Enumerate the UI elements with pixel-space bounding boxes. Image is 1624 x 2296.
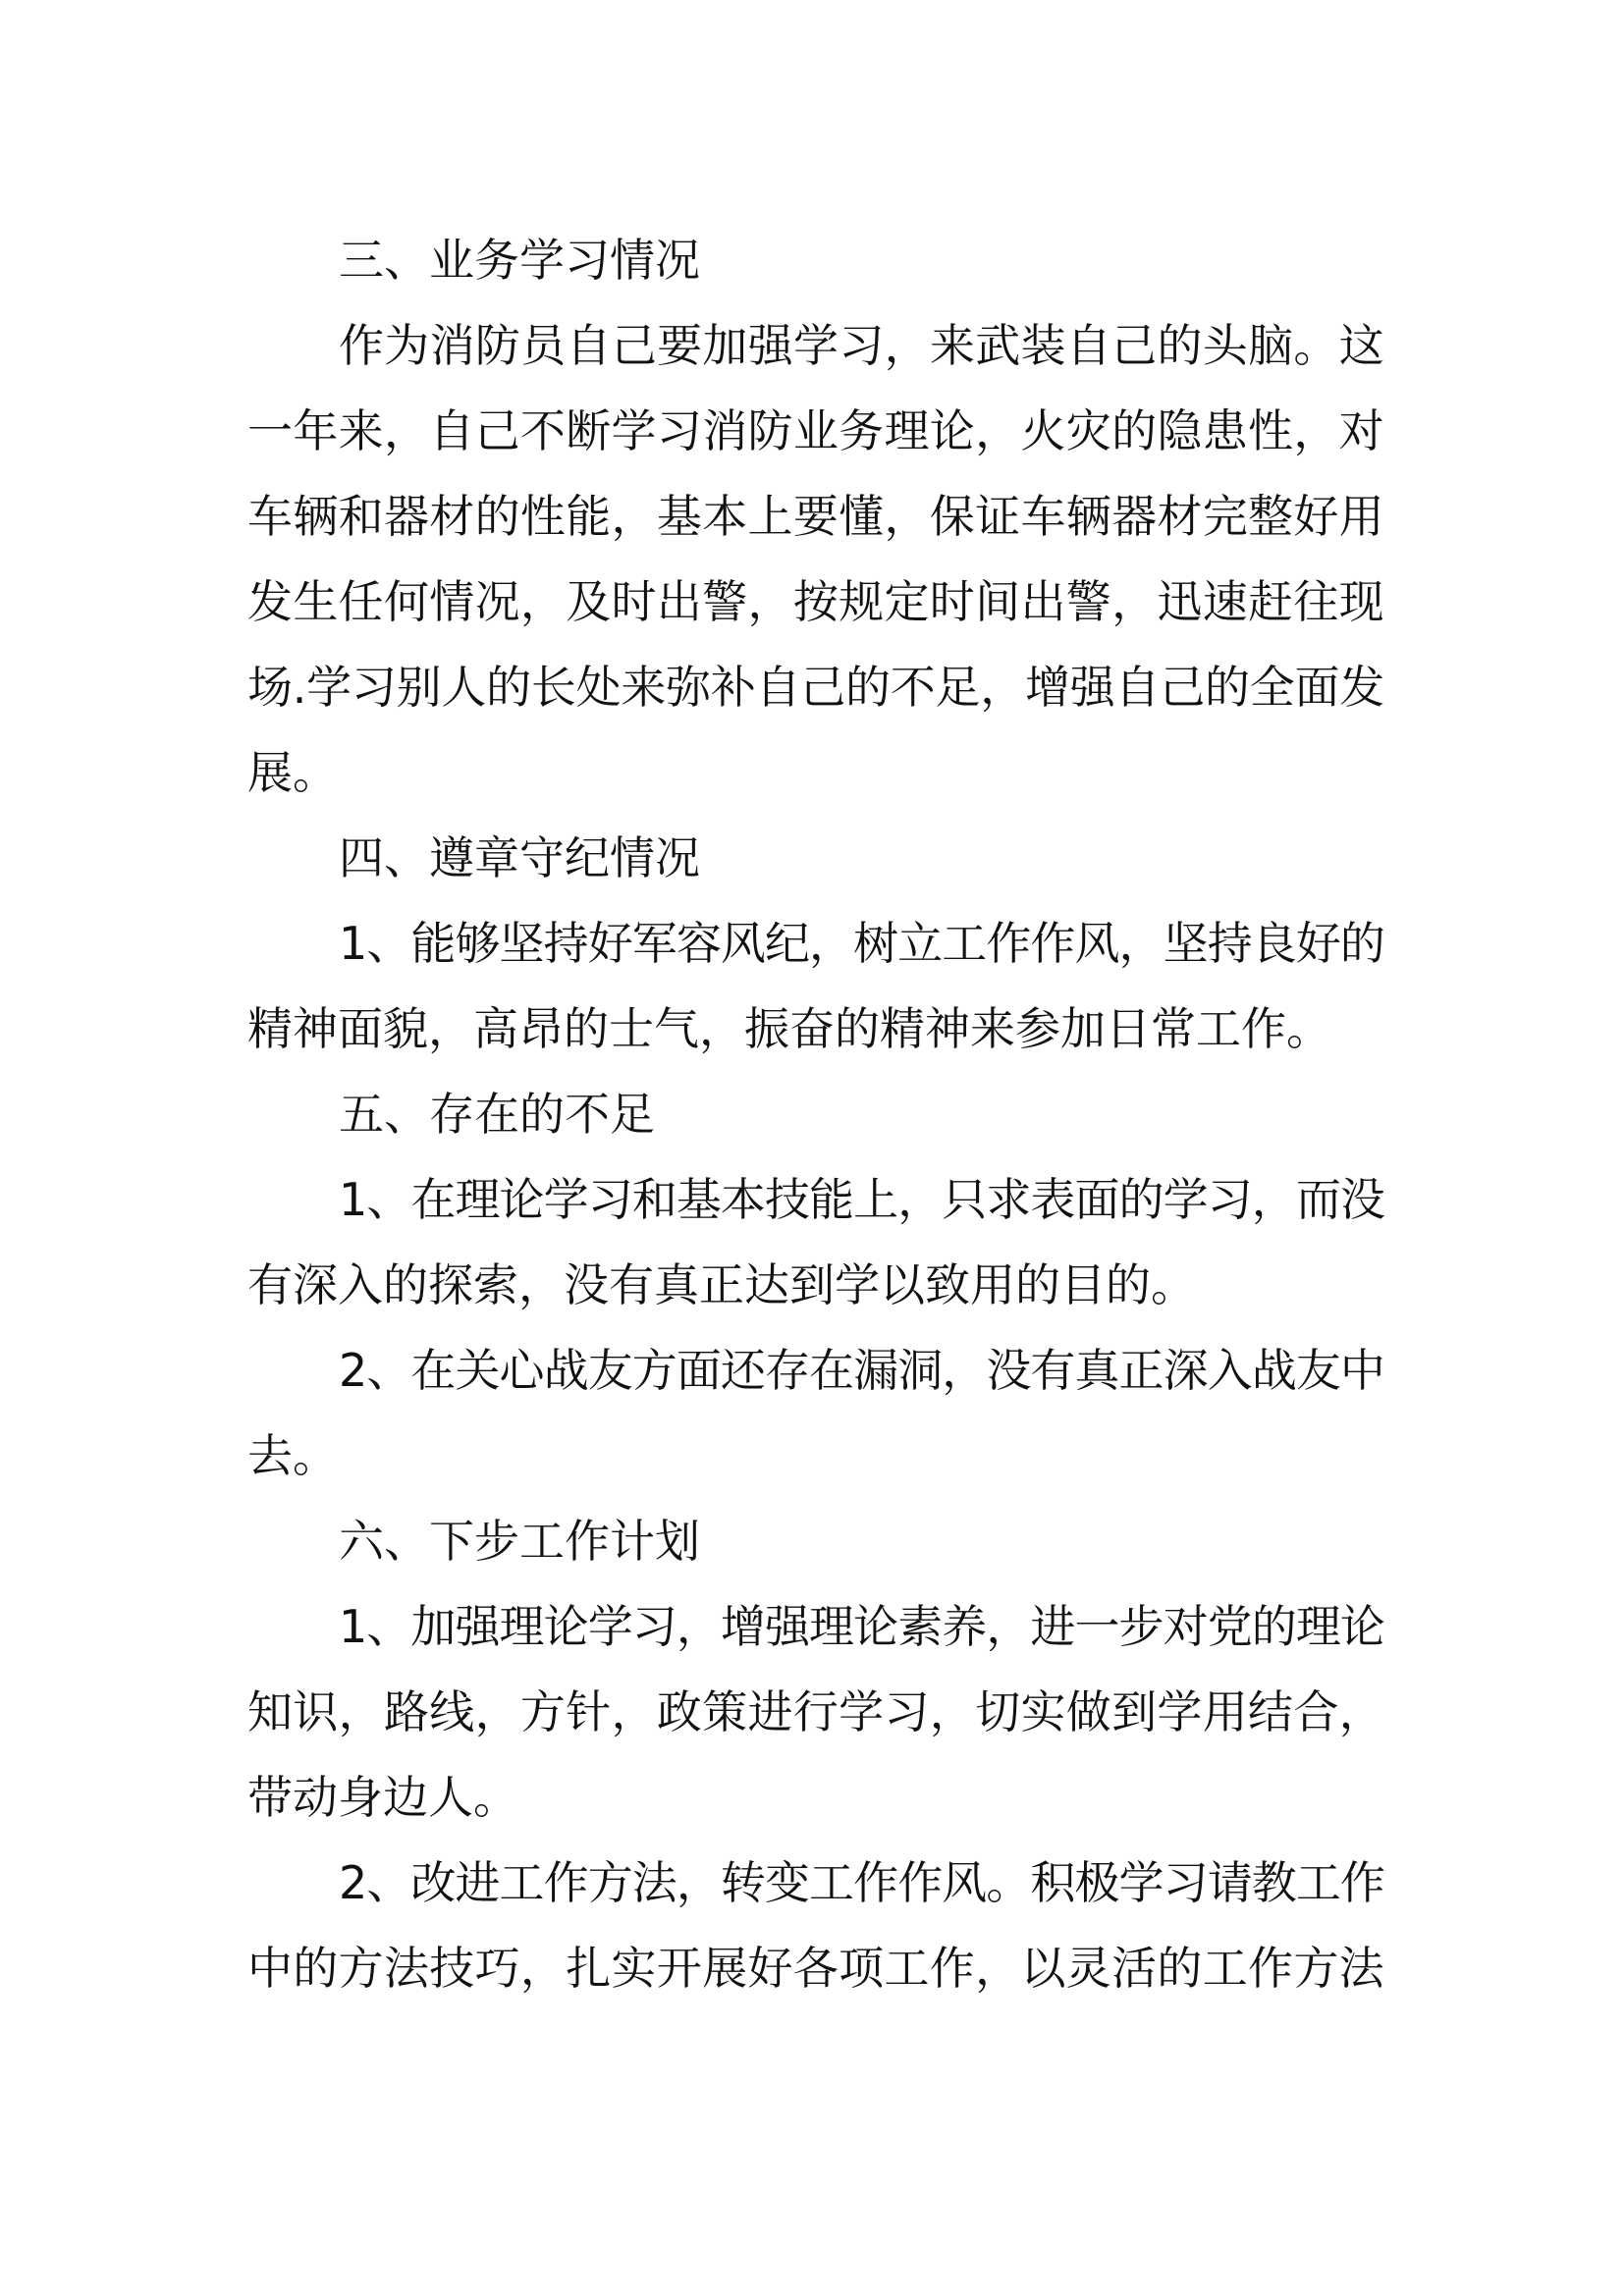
text-line: 2、改进工作方法，转变工作作风。积极学习请教工作 (339, 1856, 1384, 1909)
text-line: 场.学习别人的长处来弥补自己的不足，增强自己的全面发 (247, 661, 1384, 714)
text-line: 带动身边人。 (247, 1771, 518, 1824)
section-heading: 五、存在的不足 (339, 1088, 655, 1141)
text-line: 有深入的探索，没有真正达到学以致用的目的。 (247, 1258, 1196, 1311)
text-line: 中的方法技巧，扎实开展好各项工作，以灵活的工作方法 (247, 1942, 1384, 1995)
text-line: 发生任何情况，及时出警，按规定时间出警，迅速赶往现 (247, 575, 1384, 628)
text-line: 去。 (247, 1429, 338, 1482)
section-heading: 六、下步工作计划 (339, 1515, 700, 1568)
section-heading: 四、遵章守纪情况 (339, 831, 700, 884)
text-line: 知识，路线，方针，政策进行学习，切实做到学用结合， (247, 1685, 1384, 1738)
text-line: 展。 (247, 746, 338, 799)
section-heading: 三、业务学习情况 (339, 234, 700, 287)
text-line: 作为消防员自己要加强学习，来武装自己的头脑。这 (339, 319, 1384, 372)
text-line: 1、在理论学习和基本技能上，只求表面的学习，而没 (339, 1173, 1384, 1226)
text-line: 精神面貌，高昂的士气，振奋的精神来参加日常工作。 (247, 1002, 1331, 1055)
text-line: 一年来，自己不断学习消防业务理论，火灾的隐患性，对 (247, 404, 1384, 457)
text-line: 1、加强理论学习，增强理论素养，进一步对党的理论 (339, 1600, 1384, 1653)
text-line: 车辆和器材的性能，基本上要懂，保证车辆器材完整好用 (247, 490, 1384, 543)
text-line: 2、在关心战友方面还存在漏洞，没有真正深入战友中 (339, 1344, 1384, 1397)
text-line: 1、能够坚持好军容风纪，树立工作作风，坚持良好的 (339, 917, 1384, 970)
